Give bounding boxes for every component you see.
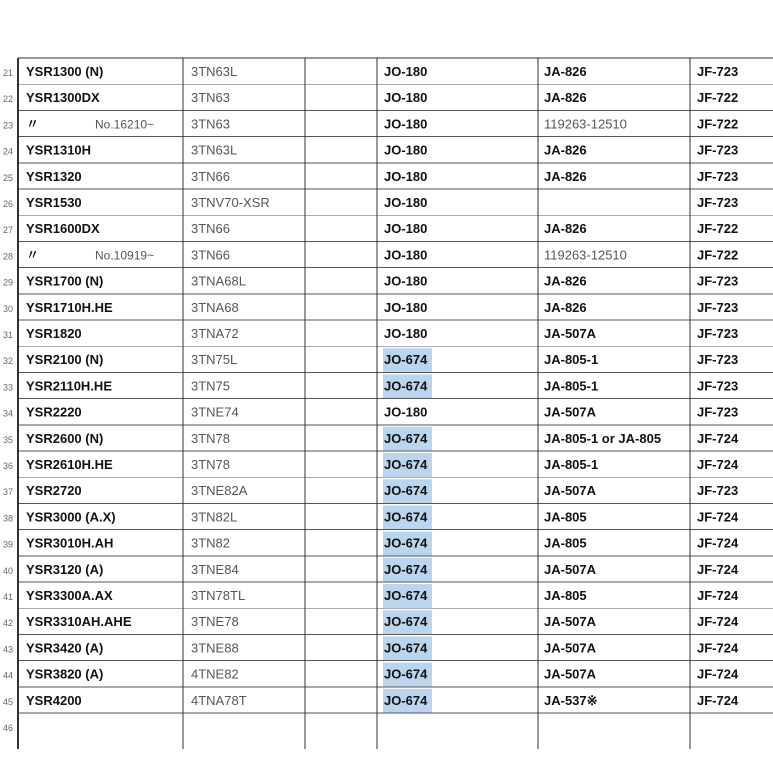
ja-part: 119263-12510 (544, 116, 627, 132)
row-number: 39 (3, 539, 14, 550)
row-number: 24 (3, 146, 14, 157)
jf-part: JF-724 (697, 588, 739, 603)
ja-part: JA-826 (544, 273, 587, 289)
jo-part: JO-674 (384, 378, 428, 394)
model-name: YSR3300A.AX (26, 588, 113, 603)
model-name: YSR2600 (N) (26, 430, 104, 446)
jf-part: JF-722 (697, 90, 739, 106)
row-number: 46 (3, 723, 14, 733)
engine-code: 3TN63L (191, 142, 238, 158)
jo-part: JO-674 (384, 457, 428, 472)
row-number: 31 (3, 330, 14, 340)
jo-part: JO-674 (384, 666, 428, 682)
model-name: 〃 (26, 247, 40, 263)
row-number: 44 (3, 670, 14, 681)
model-name: YSR3820 (A) (26, 666, 104, 682)
jo-part: JO-180 (384, 299, 428, 315)
model-name: YSR3310AH.AHE (26, 614, 132, 630)
jf-part: JF-723 (697, 142, 739, 158)
row-number: 32 (3, 356, 14, 367)
jo-part: JO-180 (384, 195, 428, 210)
engine-code: 3TNE82A (191, 483, 248, 499)
ja-part: JA-805 (544, 535, 587, 551)
row-number: 33 (3, 382, 14, 393)
model-name: YSR2610H.HE (26, 457, 113, 472)
jo-part: JO-180 (384, 90, 428, 106)
row-number: 22 (3, 94, 14, 105)
jf-part: JF-723 (697, 404, 739, 420)
model-name: YSR1710H.HE (26, 299, 113, 315)
model-name: YSR3000 (A.X) (26, 509, 116, 525)
engine-code: 3TN78 (191, 430, 231, 446)
engine-code: 3TN63L (191, 64, 238, 79)
row-number: 37 (3, 487, 14, 498)
model-name: YSR3120 (A) (26, 561, 104, 577)
model-name: YSR1700 (N) (26, 273, 104, 289)
engine-code: 3TN63 (191, 116, 231, 132)
jo-part: JO-674 (384, 535, 428, 551)
jf-part: JF-722 (697, 221, 739, 237)
row-number: 34 (3, 408, 14, 419)
engine-code: 3TN63 (191, 90, 231, 106)
row-number: 27 (3, 225, 14, 236)
jf-part: JF-724 (697, 430, 739, 446)
model-name: YSR1320 (26, 168, 82, 184)
jo-part: JO-674 (384, 692, 428, 708)
jo-part: JO-674 (384, 509, 428, 525)
jf-part: JF-724 (697, 457, 739, 472)
engine-code: 3TNE74 (191, 404, 239, 420)
jf-part: JF-723 (697, 352, 739, 368)
model-name: YSR3010H.AH (26, 535, 114, 551)
jo-part: JO-180 (384, 273, 428, 289)
jo-part: JO-180 (384, 247, 428, 263)
jf-part: JF-724 (697, 535, 739, 551)
jo-part: JO-674 (384, 430, 428, 446)
row-number: 21 (3, 68, 14, 78)
engine-code: 4TNE82 (191, 666, 239, 682)
row-number: 28 (3, 251, 14, 262)
engine-code: 3TN75 (191, 378, 231, 394)
jo-part: JO-180 (384, 168, 428, 184)
engine-code: 3TN66 (191, 168, 231, 184)
model-name: YSR2220 (26, 404, 82, 420)
engine-code: 3TN78TL (191, 588, 246, 603)
jo-part: JO-180 (384, 64, 428, 79)
ja-part: JA-826 (544, 221, 587, 237)
engine-code: 3TN82L (191, 509, 238, 525)
jo-part: JO-674 (384, 483, 428, 499)
engine-code: 3TN78 (191, 457, 231, 472)
ja-part: JA-826 (544, 64, 587, 79)
highlight-layer (383, 348, 432, 713)
row-number: 23 (3, 120, 14, 131)
ja-part: JA-826 (544, 168, 587, 184)
jf-part: JF-723 (697, 64, 739, 79)
model-name: YSR3420 (A) (26, 640, 104, 656)
ja-part: JA-507A (544, 561, 597, 577)
ja-part: JA-537※ (544, 692, 598, 708)
row-number: 36 (3, 461, 14, 471)
engine-code: 3TN75L (191, 352, 238, 368)
serial-note: No.16210~ (95, 117, 155, 132)
jo-part: JO-180 (384, 404, 428, 420)
jf-part: JF-723 (697, 273, 739, 289)
jo-part: JO-180 (384, 326, 428, 341)
model-name: YSR1300DX (26, 90, 100, 106)
model-name: YSR4200 (26, 692, 82, 708)
row-number: 38 (3, 513, 14, 524)
row-number: 26 (3, 199, 14, 209)
model-name: YSR2110H.HE (26, 378, 112, 394)
ja-part: JA-805 (544, 509, 587, 525)
model-name: YSR2720 (26, 483, 82, 499)
jf-part: JF-724 (697, 561, 739, 577)
row-number: 40 (3, 565, 14, 576)
jf-part: JF-722 (697, 247, 739, 263)
model-name: YSR1820 (26, 326, 82, 341)
jo-part: JO-180 (384, 221, 428, 237)
ja-part: JA-826 (544, 90, 587, 106)
engine-code: 3TN82 (191, 535, 231, 551)
ja-part: JA-805 (544, 588, 587, 603)
ja-part: JA-826 (544, 142, 587, 158)
ja-part: JA-507A (544, 404, 597, 420)
jf-part: JF-723 (697, 326, 739, 341)
row-number: 41 (3, 592, 14, 602)
jo-part: JO-674 (384, 614, 428, 630)
ja-part: JA-507A (544, 483, 597, 499)
model-name: YSR2100 (N) (26, 352, 104, 368)
ja-part: JA-507A (544, 640, 597, 656)
jf-part: JF-723 (697, 195, 739, 210)
ja-part: JA-805-1 (544, 378, 599, 394)
ja-part: JA-507A (544, 326, 597, 341)
jf-part: JF-724 (697, 509, 739, 525)
row-number: 45 (3, 696, 14, 707)
jo-part: JO-674 (384, 352, 428, 368)
model-name: YSR1600DX (26, 221, 100, 237)
model-name: YSR1300 (N) (26, 64, 104, 79)
jf-part: JF-724 (697, 614, 739, 630)
engine-code: 3TNA72 (191, 326, 239, 341)
jf-part: JF-724 (697, 692, 739, 708)
row-number: 29 (3, 277, 14, 288)
jf-part: JF-723 (697, 299, 739, 315)
engine-code: 3TNA68L (191, 273, 246, 289)
jo-part: JO-674 (384, 561, 428, 577)
engine-code: 4TNA78T (191, 692, 247, 708)
ja-part: JA-805-1 (544, 457, 599, 472)
jf-part: JF-723 (697, 168, 739, 184)
row-number: 25 (3, 172, 14, 183)
jf-part: JF-723 (697, 378, 739, 394)
serial-note: No.10919~ (95, 248, 155, 263)
engine-code: 3TNV70-XSR (191, 195, 270, 210)
jf-part: JF-723 (697, 483, 739, 499)
ja-part: JA-826 (544, 299, 587, 315)
model-name: YSR1530 (26, 195, 82, 210)
engine-code: 3TNE88 (191, 640, 239, 656)
jo-part: JO-180 (384, 116, 428, 132)
jf-part: JF-724 (697, 640, 739, 656)
ja-part: JA-507A (544, 666, 597, 682)
row-number: 43 (3, 644, 14, 655)
row-number: 30 (3, 303, 14, 314)
row-number: 42 (3, 618, 14, 629)
engine-code: 3TNE78 (191, 614, 239, 630)
model-name: 〃 (26, 116, 40, 132)
jo-part: JO-180 (384, 142, 428, 158)
model-name: YSR1310H (26, 142, 92, 158)
engine-code: 3TNA68 (191, 299, 239, 315)
engine-code: 3TN66 (191, 221, 231, 237)
ja-part: JA-805-1 (544, 352, 599, 368)
ja-part: 119263-12510 (544, 247, 627, 263)
jo-part: JO-674 (384, 640, 428, 656)
engine-code: 3TN66 (191, 247, 231, 263)
engine-code: 3TNE84 (191, 561, 239, 577)
jf-part: JF-724 (697, 666, 739, 682)
ja-part: JA-507A (544, 614, 597, 630)
jf-part: JF-722 (697, 116, 739, 132)
jo-part: JO-674 (384, 588, 428, 603)
ja-part: JA-805-1 or JA-805 (544, 430, 662, 446)
row-number: 35 (3, 434, 14, 445)
